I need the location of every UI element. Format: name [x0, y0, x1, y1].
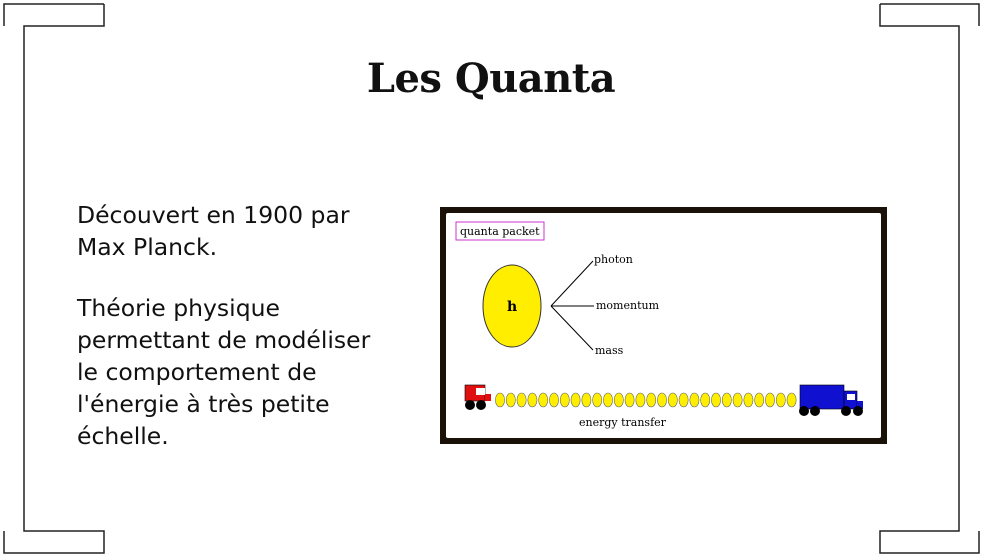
blue-truck — [799, 385, 863, 416]
quantum-dot — [733, 393, 742, 407]
slide-title: Les Quanta — [366, 55, 616, 102]
quantum-dot — [517, 393, 526, 407]
quanta-figure — [440, 207, 887, 444]
quanta-row — [495, 393, 796, 407]
quantum-dot — [668, 393, 677, 407]
energy-transfer-label: energy transfer — [579, 416, 666, 429]
prop-mass: mass — [595, 344, 624, 357]
quantum-dot — [787, 393, 796, 407]
quantum-dot — [657, 393, 666, 407]
quantum-dot — [549, 393, 558, 407]
quantum-dot — [528, 393, 537, 407]
quanta-figure-canvas — [446, 213, 881, 438]
quantum-dot — [571, 393, 580, 407]
quantum-dot — [582, 393, 591, 407]
quantum-dot — [647, 393, 656, 407]
quantum-dot — [776, 393, 785, 407]
quantum-dot — [711, 393, 720, 407]
quantum-dot — [495, 393, 504, 407]
quantum-dot — [593, 393, 602, 407]
quantum-dot — [625, 393, 634, 407]
quantum-dot — [614, 393, 623, 407]
h-label: h — [507, 299, 518, 315]
fan-line-photon — [551, 261, 593, 306]
quantum-dot — [560, 393, 569, 407]
quantum-dot — [539, 393, 548, 407]
quantum-dot — [701, 393, 710, 407]
quantum-dot — [603, 393, 612, 407]
quantum-dot — [755, 393, 764, 407]
quantum-dot — [690, 393, 699, 407]
prop-momentum: momentum — [596, 299, 660, 312]
quantum-dot — [636, 393, 645, 407]
packet-label: quanta packet — [460, 225, 540, 238]
red-truck — [465, 385, 491, 410]
prop-photon: photon — [594, 253, 633, 266]
quantum-dot — [722, 393, 731, 407]
quantum-dot — [744, 393, 753, 407]
paragraph-theory: Théorie physique permettant de modéliser le comportement de l'énergie à très petite échelle. — [77, 294, 371, 450]
quantum-dot — [506, 393, 515, 407]
fan-line-mass — [551, 306, 593, 350]
quantum-dot — [765, 393, 774, 407]
quantum-dot — [679, 393, 688, 407]
paragraph-discovery: Découvert en 1900 par Max Planck. — [77, 201, 350, 261]
